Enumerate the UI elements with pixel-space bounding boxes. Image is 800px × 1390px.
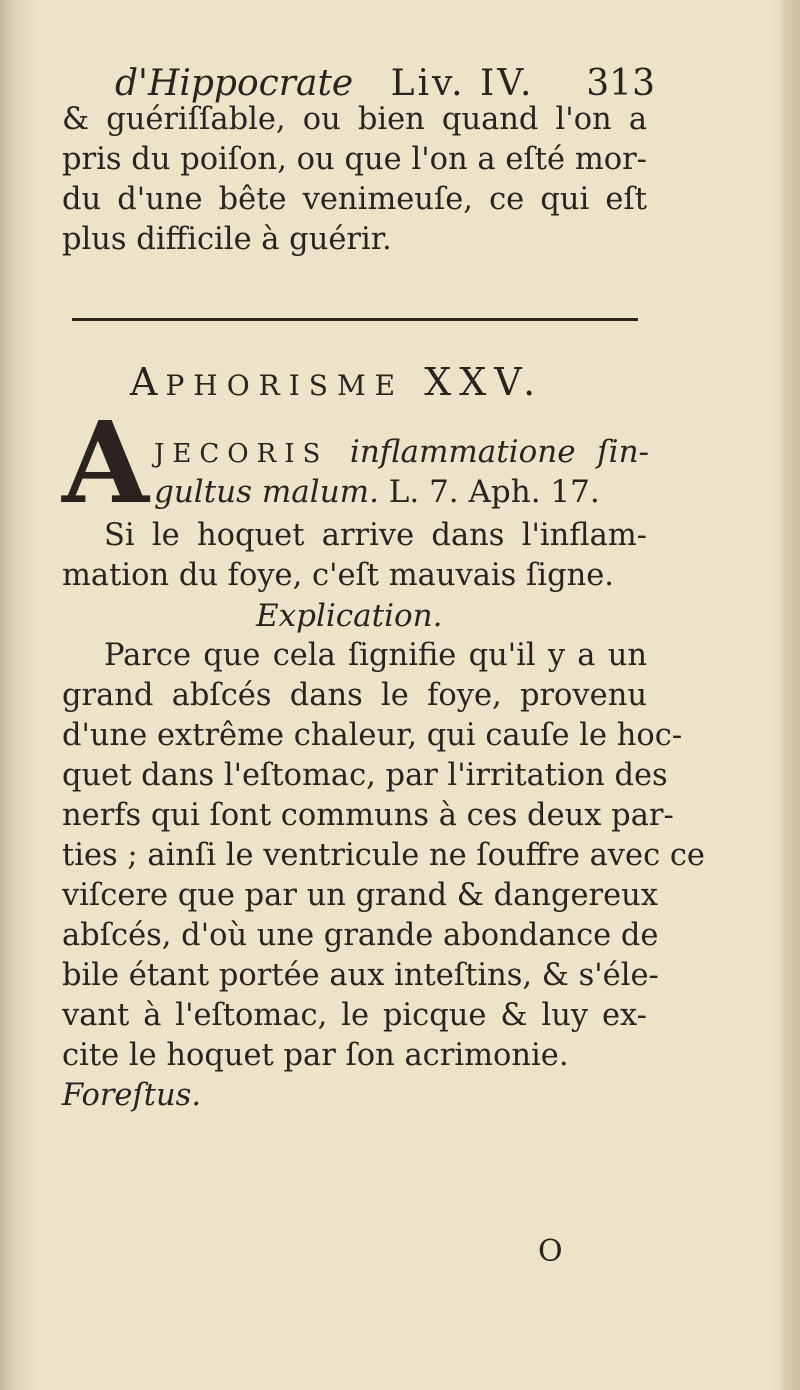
text-line: Parce que cela ſignifie qu'il y a un <box>104 638 647 673</box>
text-line: plus difficile à guérir. <box>62 222 392 257</box>
book-number: Liv. IV. <box>390 63 535 104</box>
text-line: ties ; ainſi le ventricule ne ſouffre avec ce <box>62 838 705 873</box>
text-line: vant à l'eſtomac, le picque & luy ex- <box>62 998 647 1033</box>
text-line: d'une extrême chaleur, qui cauſe le hoc- <box>62 718 683 753</box>
aphorism-heading <box>130 358 580 410</box>
author-attribution: Foreſtus. <box>62 1078 202 1113</box>
text-line: cite le hoquet par ſon acrimonie. <box>62 1038 569 1073</box>
heading-word: PHORISME <box>165 369 405 402</box>
page-number: 313 <box>586 63 655 104</box>
aphorism-latin: inflammatione ſin- <box>349 434 650 470</box>
drop-cap: A <box>62 398 149 529</box>
aphorism-reference: L. 7. Aph. 17. <box>388 474 600 510</box>
continuation-paragraph <box>62 100 647 260</box>
aphorism-caps: JECORIS <box>154 439 329 469</box>
aphorism-latin: gultus malum. <box>154 474 379 510</box>
aphorism-latin-line-2 <box>154 472 604 512</box>
signature-mark: O <box>538 1234 563 1269</box>
text-line: mation du foye, c'eſt mauvais ſigne. <box>62 558 614 593</box>
page-edge <box>782 0 800 1390</box>
text-line: quet dans l'eſtomac, par l'irritation des <box>62 758 668 793</box>
explication-heading: Explication. <box>256 598 443 634</box>
text-line: bile étant portée aux inteſtins, & s'éle- <box>62 958 659 993</box>
heading-initial: A <box>130 360 166 404</box>
text-line: Si le hoquet arrive dans l'inflam- <box>104 518 647 553</box>
aphorism-latin-line-1 <box>154 432 649 474</box>
text-line: viſcere que par un grand & dangereux <box>62 878 659 913</box>
french-translation <box>62 516 647 596</box>
text-line: nerfs qui ſont communs à ces deux par- <box>62 798 674 833</box>
explication-paragraph <box>62 636 705 1116</box>
section-divider <box>72 318 638 321</box>
text-line: & guériſſable, ou bien quand l'on a <box>62 102 647 137</box>
text-line: grand abſcés dans le foye, provenu <box>62 678 647 713</box>
heading-number: XXV. <box>424 360 544 404</box>
text-line: pris du poiſon, ou que l'on a eſté mor- <box>62 142 647 177</box>
text-line: du d'une bête venimeuſe, ce qui eſt <box>62 182 647 217</box>
text-line: abſcés, d'où une grande abondance de <box>62 918 659 953</box>
running-title: d'Hippocrate <box>115 63 354 104</box>
